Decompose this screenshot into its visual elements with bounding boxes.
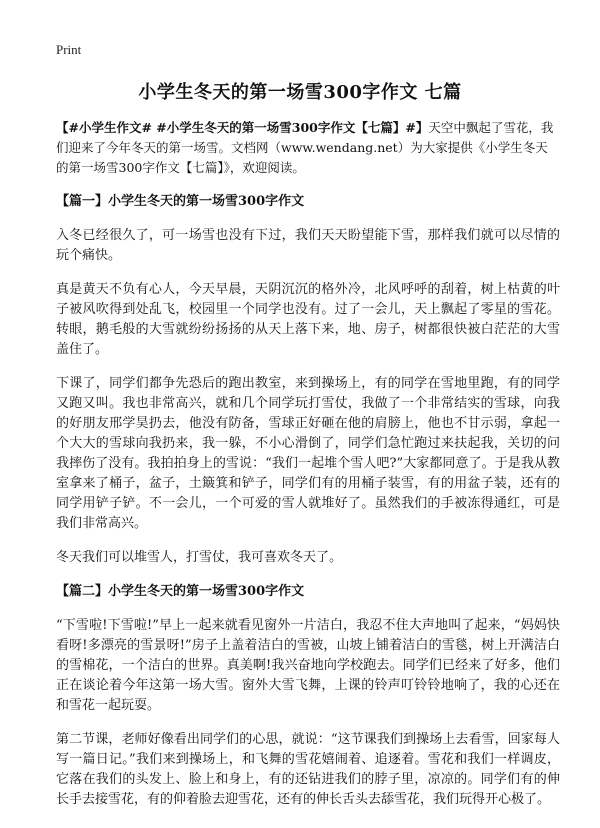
paragraph: “下雪啦!下雪啦!”早上一起来就看见窗外一片洁白，我忍不住大声地叫了起来，“妈妈快看呀!多漂亮的雪景呀!”房子上盖着洁白的雪被，山坡上铺着洁白的雪毯，树上开满洁白的雪棉花，一个洁白的世界。真美啊!我兴奋地向学校跑去。同学们已经来了好多，他们正在谈论着今年这第一场大雪。窗外大雪飞舞，上课的铃声叮铃铃地响了，我的心还在和雪花一起玩耍。 <box>56 618 560 713</box>
section-heading: 【篇一】小学生冬天的第一场雪300字作文 <box>56 194 305 209</box>
paragraph: 第二节课，老师好像看出同学们的心思，就说：“这节课我们到操场上去看雪，回家每人写一篇日记。”我们来到操场上，和飞舞的雪花嬉闹着、追逐着。雪花和我们一样调皮，它落在我们的头发上、脸上和身上，有的还钻进我们的脖子里，凉凉的。同学们有的伸长手去接雪花，有的仰着脸去迎雪花，还有的伸长舌头去舔雪花，我们玩得开心极了。 <box>56 732 560 807</box>
print-link[interactable]: Print <box>56 42 82 57</box>
intro-paragraph <box>56 118 560 178</box>
paragraph: 入冬已经很久了，可一场雪也没有下过，我们天天盼望能下雪，那样我们就可以尽情的玩个痛快。 <box>56 228 560 263</box>
section-heading: 【篇二】小学生冬天的第一场雪300字作文 <box>56 584 305 599</box>
page-title: 小学生冬天的第一场雪300字作文 七篇 <box>138 82 462 103</box>
section-2 <box>56 582 560 810</box>
intro-text: 天空中飘起了雪花，我们迎来了今年冬天的第一场雪。文档网（www.wendang.net）为大家提供《小学生冬天的第一场雪300字作文【七篇】》，欢迎阅读。 <box>56 120 554 175</box>
article-body <box>56 118 560 824</box>
paragraph: 下课了，同学们都争先恐后的跑出教室，来到操场上，有的同学在雪地里跑，有的同学又跑又叫。我也非常高兴，就和几个同学玩打雪仗，我做了一个非常结实的雪球，向我的好朋友邢学昊扔去，他没有防备，雪球正好砸在他的肩膀上，他也不甘示弱，拿起一个大大的雪球向我扔来，我一躲，不小心滑倒了，同学们急忙跑过来扶起我，关切的问我摔伤了没有。我拍拍身上的雪说：“我们一起堆个雪人吧?”大家都同意了。于是我从教室拿来了桶子，盆子，土簸箕和铲子，同学们有的用桶子装雪，有的用盆子装，还有的同学用铲子铲。不一会儿，一个可爱的雪人就堆好了。虽然我们的手被冻得通红，可是我们非常高兴。 <box>56 376 560 531</box>
paragraph: 冬天我们可以堆雪人，打雪仗，我可喜欢冬天了。 <box>56 550 343 565</box>
paragraph: 真是黄天不负有心人，今天早晨，天阴沉沉的格外冷，北风呼呼的刮着，树上枯黄的叶子被风吹得到处乱飞，校园里一个同学也没有。过了一会儿，天上飘起了零星的雪花。转眼，鹅毛般的大雪就纷纷扬扬的从天上落下来，地、房子，树都很快被白茫茫的大雪盖住了。 <box>56 282 560 357</box>
intro-tag: 【#小学生作文# #小学生冬天的第一场雪300字作文【七篇】#】 <box>56 120 429 135</box>
section-1 <box>56 192 560 568</box>
